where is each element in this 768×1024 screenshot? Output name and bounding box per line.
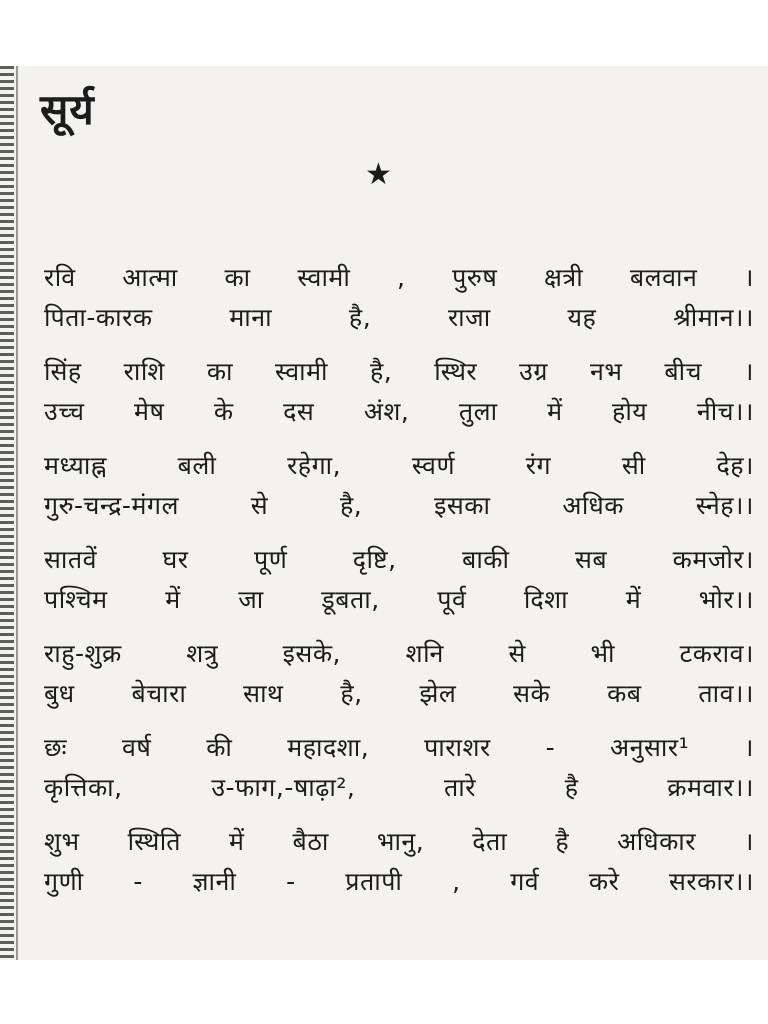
star-icon: ★ bbox=[365, 157, 392, 192]
verse-block bbox=[44, 258, 754, 916]
stanza bbox=[44, 728, 754, 808]
stanza bbox=[44, 352, 754, 432]
verse-line: बुध बेचारा साथ है, झेल सके कब ताव।। bbox=[44, 679, 754, 708]
stanza bbox=[44, 540, 754, 620]
verse-line: कृत्तिका, उ-फाग,-षाढ़ा², तारे है क्रमवार।। bbox=[44, 773, 754, 802]
verse-line: सातवें घर पूर्ण दृष्टि, बाकी सब कमजोर। bbox=[44, 545, 754, 574]
verse-line: राहु-शुक्र शत्रु इसके, शनि से भी टकराव। bbox=[44, 639, 754, 668]
verse-line: सिंह राशि का स्वामी है, स्थिर उग्र नभ बीच । bbox=[44, 357, 754, 386]
verse-line: गुणी - ज्ञानी - प्रतापी , गर्व करे सरकार।। bbox=[44, 867, 754, 896]
book-page bbox=[0, 66, 768, 960]
stanza bbox=[44, 634, 754, 714]
page-title: सूर्य bbox=[40, 85, 95, 134]
verse-line: मध्याह्न बली रहेगा, स्वर्ण रंग सी देह। bbox=[44, 451, 754, 480]
verse-line: पिता-कारक माना है, राजा यह श्रीमान।। bbox=[44, 303, 754, 332]
verse-line: शुभ स्थिति में बैठा भानु, देता है अधिकार । bbox=[44, 827, 754, 856]
verse-line: छः वर्ष की महादशा, पाराशर - अनुसार¹ । bbox=[44, 733, 754, 762]
stanza bbox=[44, 258, 754, 338]
verse-line: पश्चिम में जा डूबता, पूर्व दिशा में भोर।। bbox=[44, 585, 754, 614]
verse-line: रवि आत्मा का स्वामी , पुरुष क्षत्री बलवान । bbox=[44, 263, 754, 292]
decorative-border-line bbox=[16, 66, 18, 960]
decorative-border bbox=[0, 66, 14, 960]
stanza bbox=[44, 822, 754, 902]
verse-line: गुरु-चन्द्र-मंगल से है, इसका अधिक स्नेह।। bbox=[44, 491, 754, 520]
verse-line: उच्च मेष के दस अंश, तुला में होय नीच।। bbox=[44, 397, 754, 426]
stanza bbox=[44, 446, 754, 526]
